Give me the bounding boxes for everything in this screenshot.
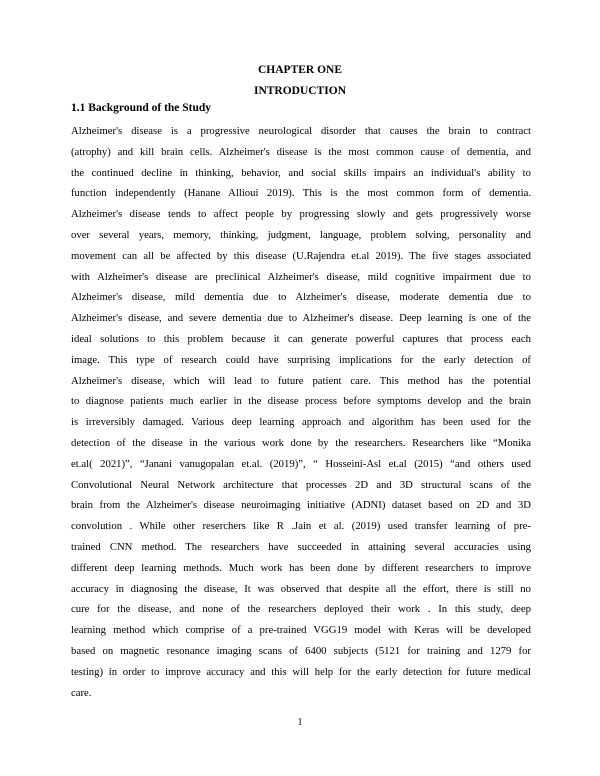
- text-line: based on magnetic resonance imaging scans of 6400 subjects (5121 for training and 1279 for: [71, 644, 531, 657]
- text-line: (atrophy) and kill brain cells. Alzheimer's disease is the most common cause of dementia, and: [71, 145, 531, 158]
- text-line: testing) in order to improve accuracy and this will help for the early detection for future medical: [71, 665, 531, 678]
- text-line: to diagnose patients much earlier in the disease process before symptoms develop and the brain: [71, 395, 531, 408]
- text-line: Alzheimer's disease is a progressive neurological disorder that causes the brain to contract: [71, 125, 531, 137]
- text-line: Alzheimer's disease tends to affect people by progressing slowly and gets progressively worse: [71, 208, 531, 221]
- text-line: accuracy in diagnosing the disease, It was observed that despite all the effort, there is still no: [71, 582, 531, 595]
- text-line: is irreversibly damaged. Various deep learning approach and algorithm has been used for the: [71, 416, 531, 429]
- text-line: image. This type of research could have surprising implications for the early detection of: [71, 353, 531, 366]
- text-line: convolution . While other reserchers like R .Jain et al. (2019) used transfer learning of pre-: [71, 520, 531, 533]
- text-line: trained CNN method. The researchers have succeeded in attaining several accuracies using: [71, 540, 531, 553]
- text-line: et.al( 2021)”, “Janani vanugopalan et.al. (2019)”, “ Hosseini-Asl et.al (2015) “and others used: [71, 457, 531, 470]
- text-line: detection of the disease in the various work done by the researchers. Researchers like “Monika: [71, 436, 531, 449]
- text-line: ideal solutions to this problem because it can generate powerful captures that process each: [71, 332, 531, 345]
- page-number: 1: [297, 717, 303, 728]
- text-line: Convolutional Neural Network architecture that processes 2D and 3D structural scans of the: [71, 478, 531, 491]
- chapter-subtitle: INTRODUCTION: [253, 85, 346, 97]
- text-line: Alzheimer's disease, and severe dementia due to Alzheimer's disease. Deep learning is one of the: [71, 312, 531, 325]
- text-line: Alzheimer's disease, which will lead to future patient care. This method has the potential: [71, 374, 531, 387]
- section-heading: 1.1 Background of the Study: [71, 102, 212, 114]
- text-line: learning method which comprise of a pre-trained VGG19 model with Keras will be developed: [71, 624, 531, 637]
- text-line: movement can all be affected by this disease (U.Rajendra et.al 2019). The five stages associated: [71, 249, 531, 262]
- body-paragraph: [71, 121, 531, 703]
- text-line: Alzheimer's disease, mild dementia due to Alzheimer's disease, moderate dementia due to: [71, 291, 531, 304]
- text-line: brain from the Alzheimer's disease neuroimaging initiative (ADNI) dataset based on 2D and 3D: [71, 499, 531, 512]
- text-line: the continued decline in thinking, behavior, and social skills impairs an individual's ability to: [71, 166, 531, 179]
- text-line: over several years, memory, thinking, judgment, language, problem solving, personality and: [71, 228, 531, 241]
- text-line: cure for the disease, and none of the researchers deployed their work . In this study, deep: [71, 603, 531, 616]
- chapter-title: CHAPTER ONE: [257, 64, 343, 76]
- text-line: with Alzheimer's disease are preclinical Alzheimer's disease, mild cognitive impairment due to: [71, 270, 531, 283]
- text-line: function independently (Hanane Allioui 2019). This is the most common form of dementia.: [71, 187, 531, 200]
- text-line-last: care.: [71, 686, 92, 699]
- text-line: different deep learning methods. Much work has been done by different researchers to improve: [71, 561, 531, 574]
